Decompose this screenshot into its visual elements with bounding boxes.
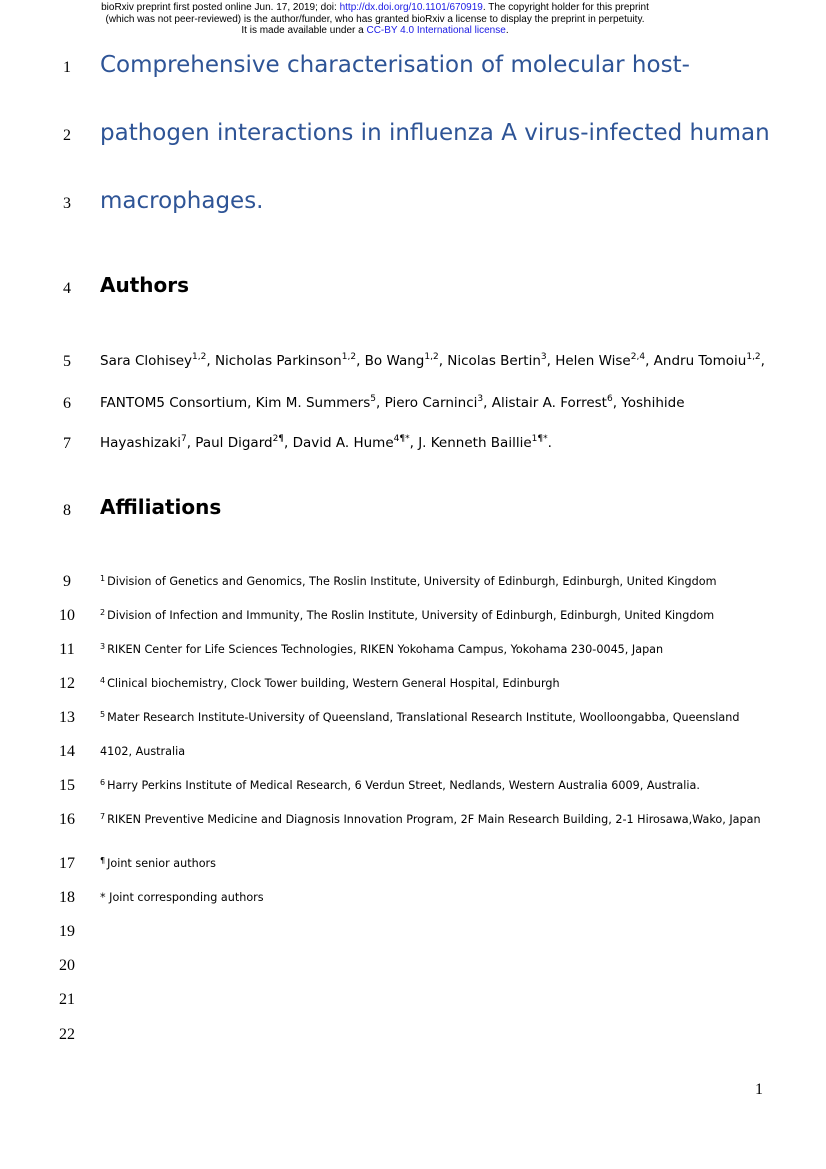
line-number: 10 — [59, 607, 75, 624]
line-number: 5 — [63, 353, 71, 370]
author-name: FANTOM5 Consortium, Kim M. Summers — [100, 395, 371, 411]
author-affiliation-sup: 1,2 — [341, 352, 357, 362]
notice-line-2: (which was not peer-reviewed) is the author/funder, who has granted bioRxiv a license to display the preprint in perpetuity. — [105, 13, 645, 25]
authors-line-2: FANTOM5 Consortium, Kim M. Summers$^5$, Piero Carninci$^3$, Alistair A. Forrest$^6$, Yoshihide — [100, 394, 685, 411]
line-number: 9 — [63, 573, 71, 590]
affiliation-sup: 7 — [100, 812, 106, 821]
line-number: 16 — [59, 811, 75, 828]
preprint-notice — [0, 2, 750, 37]
line-number: 7 — [63, 435, 71, 452]
affiliations-heading: Affiliations — [100, 495, 222, 519]
affiliation-item: $^4$ Clinical biochemistry, Clock Tower building, Western General Hospital, Edinburgh — [100, 676, 560, 690]
note-sup: ¶ — [100, 856, 106, 865]
author-affiliation-sup: 2¶ — [272, 434, 285, 444]
line-number: 11 — [59, 641, 75, 658]
line-number: 14 — [59, 743, 75, 760]
author-affiliation-sup: 1,2 — [192, 352, 207, 362]
line-number: 18 — [59, 889, 75, 906]
author-affiliation-sup: 1¶* — [531, 434, 548, 444]
line-number: 1 — [63, 59, 71, 76]
affiliation-item: $^2$ Division of Infection and Immunity, The Roslin Institute, University of Edinburgh, Edinburgh, United Kingdom — [100, 608, 715, 622]
author-affiliation-sup: 3 — [540, 352, 547, 362]
author-name: Bo Wang — [364, 353, 425, 369]
author-affiliation-sup: 1,2 — [746, 352, 761, 362]
affiliation-sup: 3 — [100, 642, 106, 651]
author-affiliation-sup: 7 — [180, 434, 187, 444]
author-name: Hayashizaki — [100, 435, 181, 451]
title-line-3: macrophages. — [100, 188, 264, 214]
page-number: 1 — [755, 1081, 763, 1098]
author-affiliation-sup: 6 — [606, 394, 613, 404]
title-line-2: pathogen interactions in influenza A virus-infected human — [100, 120, 770, 146]
affiliation-sup: 5 — [100, 710, 106, 719]
line-number: 15 — [59, 777, 75, 794]
line-number: 2 — [63, 127, 71, 144]
line-number: 12 — [59, 675, 75, 692]
affiliation-sup: 4 — [100, 676, 106, 685]
affiliation-item: $^6$ Harry Perkins Institute of Medical Research, 6 Verdun Street, Nedlands, Western Australia 6009, Australia. — [100, 778, 700, 792]
line-number: 21 — [59, 991, 75, 1008]
line-number: 6 — [63, 395, 71, 412]
line-number: 4 — [63, 280, 71, 297]
author-name: David A. Hume — [292, 435, 394, 451]
affiliation-item: $^3$ RIKEN Center for Life Sciences Technologies, RIKEN Yokohama Campus, Yokohama 230-0045, Japan — [100, 642, 664, 656]
author-affiliation-sup: 2,4 — [630, 352, 646, 362]
line-number: 13 — [59, 709, 75, 726]
title-line-1: Comprehensive characterisation of molecular host- — [100, 52, 690, 78]
line-number: 17 — [59, 855, 75, 872]
affiliation-sup: 6 — [100, 778, 106, 787]
affiliation-item: $^1$ Division of Genetics and Genomics, The Roslin Institute, University of Edinburgh, Edinburgh, United Kingdom — [100, 574, 717, 588]
authors-line-1: Sara Clohisey$^{1,2}$, Nicholas Parkinson$^{1,2}$, Bo Wang$^{1,2}$, Nicolas Bertin$^3$, Helen Wise$^{2,4}$, Andru Tomoiu$^{1,2}$, — [100, 352, 765, 369]
authors-line-3: Hayashizaki$^7$, Paul Digard$^{2\P}$, David A. Hume$^{4\P*}$, J. Kenneth Baillie$^{1\P*}$. — [100, 434, 552, 451]
affiliation-item-continuation: 4102, Australia — [100, 745, 186, 758]
author-affiliation-sup: 5 — [370, 394, 377, 404]
license-link[interactable]: CC-BY 4.0 International license — [366, 25, 506, 36]
authors-heading: Authors — [100, 273, 190, 297]
author-affiliation-sup: 1,2 — [424, 352, 439, 362]
doi-link[interactable]: http://dx.doi.org/10.1101/670919 — [339, 2, 483, 13]
author-name: J. Kenneth Baillie — [418, 435, 532, 451]
affiliation-item: $^5$ Mater Research Institute-University of Queensland, Translational Research Institute, Woolloongabba, Queensland — [100, 710, 740, 724]
author-name: Paul Digard — [195, 435, 273, 451]
author-name: Nicholas Parkinson — [214, 353, 342, 369]
line-number: 3 — [63, 195, 71, 212]
author-name: Piero Carninci — [384, 395, 478, 411]
note-joint-corresponding: * Joint corresponding authors — [100, 891, 264, 904]
notice-line-1: bioRxiv preprint first posted online Jun. 17, 2019; doi: http://dx.doi.org/10.1101/670919. The copyright holder for this preprint — [101, 2, 649, 13]
note-joint-senior: ¶ Joint senior authors — [100, 856, 216, 870]
affiliation-sup: 1 — [100, 574, 106, 583]
line-number: 20 — [59, 957, 75, 974]
line-number: 8 — [63, 502, 71, 519]
affiliation-item: $^7$ RIKEN Preventive Medicine and Diagnosis Innovation Program, 2F Main Research Building, 2-1 Hirosawa,Wako, Japan — [100, 812, 761, 826]
author-name: Helen Wise — [555, 353, 631, 369]
affiliation-sup: 2 — [100, 608, 106, 617]
notice-line-3: It is made available under a CC-BY 4.0 International license. — [241, 25, 509, 36]
author-name: Andru Tomoiu — [653, 353, 747, 369]
author-affiliation-sup: 3 — [477, 394, 484, 404]
line-number: 22 — [59, 1026, 75, 1043]
line-number: 19 — [59, 923, 75, 940]
author-affiliation-sup: 4¶* — [393, 434, 410, 444]
author-name: Sara Clohisey — [100, 353, 193, 369]
author-name: Alistair A. Forrest — [491, 395, 607, 411]
author-name: Nicolas Bertin — [447, 353, 541, 369]
